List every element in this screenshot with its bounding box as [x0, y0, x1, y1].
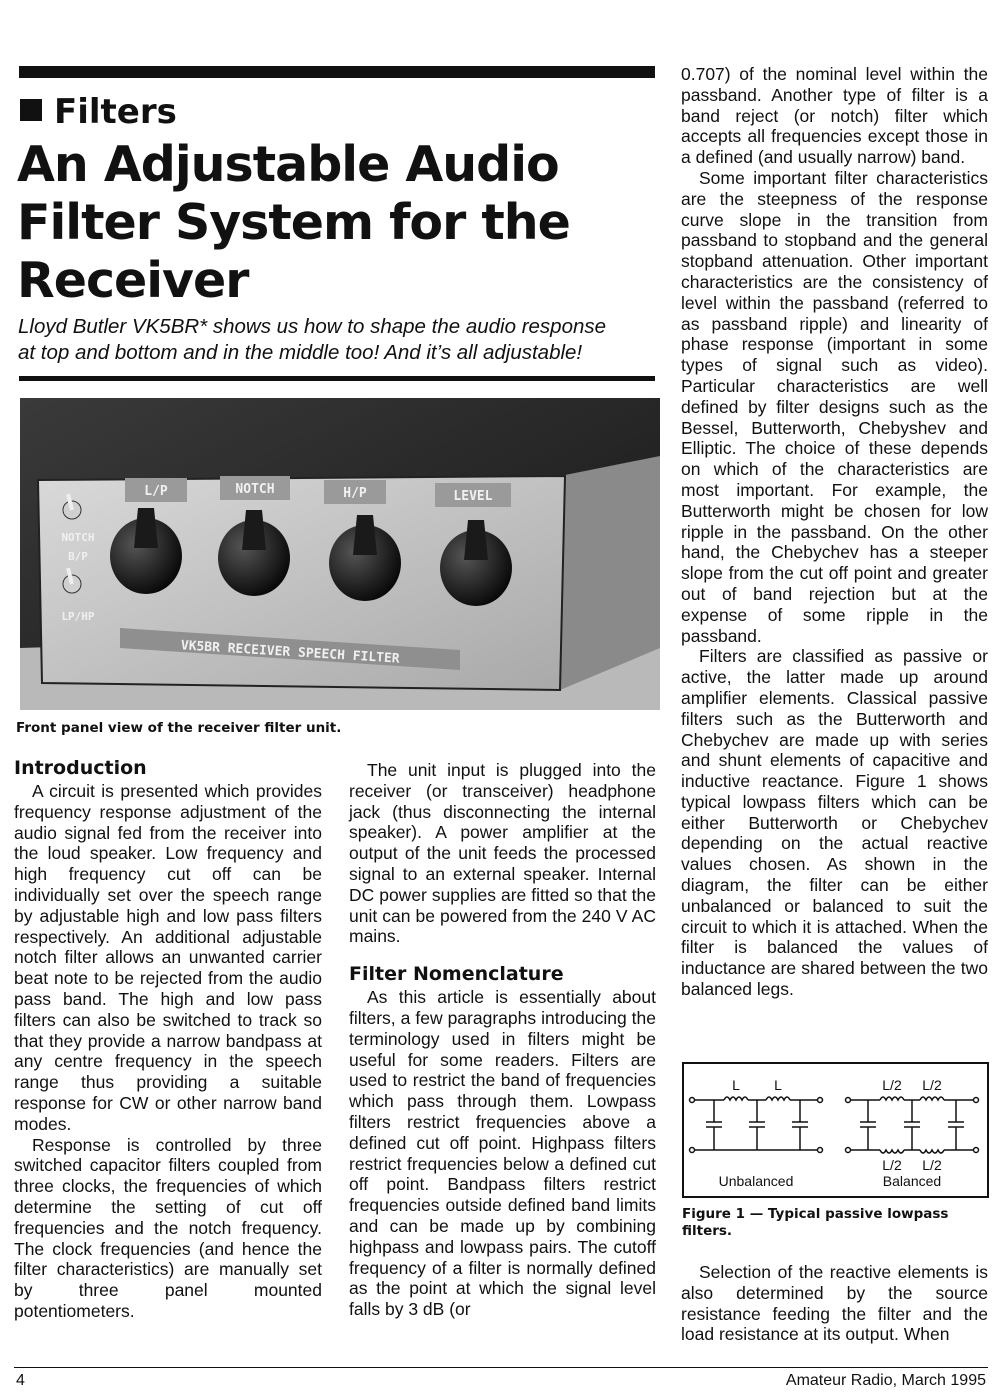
article-title — [17, 136, 657, 310]
paragraph: Response is controlled by three switched capacitor filters coupled from three clocks, the frequencies of which determine the setting of cut off frequencies and the notch frequency. The clock frequencies (and hence the filter characteristics) are manually set by three panel mounted potentiometers. — [14, 1134, 322, 1321]
title-line: An Adjustable Audio — [17, 136, 559, 193]
paragraph: The unit input is plugged into the receiver (or transceiver) headphone jack (thus disconnecting the internal speaker). A power amplifier at the output of the unit feeds the processed signal to an external speaker. Internal DC power supplies are fitted so that the unit can be powered from the 240 V AC mains. — [349, 760, 656, 947]
panel-strip-text: VK5BR RECEIVER SPEECH FILTER — [180, 638, 401, 667]
standfirst — [18, 314, 658, 366]
square-bullet-icon — [20, 99, 42, 121]
heading-introduction: Introduction — [14, 757, 147, 779]
panel-label-lp: L/P — [144, 484, 168, 499]
panel-label-hp: H/P — [343, 486, 367, 501]
panel-label-level: LEVEL — [453, 489, 493, 504]
front-panel-photo — [20, 398, 660, 710]
column-2 — [349, 760, 656, 1320]
front-panel-illustration — [20, 398, 660, 710]
title-line: Receiver — [17, 252, 249, 309]
paragraph: A circuit is presented which provides frequency response adjustment of the audio signal fed from the receiver into the loud speaker. Low frequency and high frequency cut off can be individually set over the speech range by adjustable high and low pass filters respectively. An additional adjustable notch filter allows an unwanted carrier beat note to be rejected from the audio pass band. The high and low pass filters can also be switched to track so that they provide a narrow bandpass at any centre frequency in the speech range thus providing a suitable response for CW or other narrow band modes. — [14, 781, 322, 1134]
switch-label-notch: NOTCH — [61, 531, 95, 544]
column-3 — [681, 64, 988, 1000]
column-1 — [14, 757, 322, 1322]
photo-caption: Front panel view of the receiver filter unit. — [16, 720, 342, 736]
heading-filter-nomenclature: Filter Nomenclature — [349, 963, 564, 986]
paragraph: Some important filter characteristics are the steepness of the response curve slope in the transition from passband to stopband and the general stopband attenuation. Other important characteristics are the consistency of level within the passband (referred to as passband ripple) and linearity of phase response (important in some types of signal such as video). Particular characteristics are well defined by filter designs such as the Bessel, Butterworth, Chebyshev and Elliptic. The choice of these depends on which of the characteristics are most important. For example, the Butterworth might be chosen for low ripple in the passband. On the other hand, the Chebychev has a steeper slope from the cut off point and greater out of band rejection but at the expense of some ripple in the passband. — [681, 167, 988, 646]
label-balanced: Balanced — [882, 1173, 942, 1189]
figure-caption: Figure 1 — Typical passive lowpass filters. — [682, 1206, 949, 1239]
paragraph: 0.707) of the nominal level within the passband. Another type of filter is a band reject (or notch) filter which accepts all frequencies except those in a defined (and usually narrow) band. — [681, 64, 988, 168]
label-L-half: L/2 — [882, 1077, 902, 1093]
page-number: 4 — [16, 1372, 25, 1389]
section-label: Filters — [20, 92, 177, 132]
column-3-continued — [681, 1262, 988, 1345]
label-L: L — [732, 1077, 740, 1093]
label-L-half: L/2 — [922, 1077, 942, 1093]
label-unbalanced: Unbalanced — [718, 1173, 794, 1189]
label-L-half: L/2 — [882, 1157, 902, 1173]
paragraph: Selection of the reactive elements is also determined by the source resistance feeding the filter and the load resistance at its output. When — [681, 1262, 988, 1345]
switch-label-lphp: LP/HP — [61, 610, 95, 623]
top-rule — [19, 66, 655, 78]
lowpass-filter-schematic — [684, 1064, 987, 1196]
panel-label-notch: NOTCH — [235, 482, 275, 497]
figure-1-diagram — [682, 1062, 989, 1198]
paragraph: Filters are classified as passive or active, the latter made up around amplifier elements. Classical passive filters such as the Butterworth and Chebychev are made up with series and shunt elements of capacitive and inductive reactance. Figure 1 shows typical lowpass filters which can be either Butterworth or Chebychev depending on the actual reactive values chosen. As shown in the diagram, the filter can be either unbalanced or balanced to suit the circuit to which it is attached. When the filter is balanced the values of inductance are shared between the two balanced legs. — [681, 646, 988, 1000]
header-rule — [19, 376, 655, 381]
label-L: L — [774, 1077, 782, 1093]
title-line: Filter System for the — [17, 194, 570, 251]
label-L-half: L/2 — [922, 1157, 942, 1173]
publication-info: Amateur Radio, March 1995 — [785, 1372, 986, 1389]
standfirst-line: at top and bottom and in the middle too! And it’s all adjustable! — [18, 341, 583, 364]
standfirst-line: Lloyd Butler VK5BR* shows us how to shape the audio response — [18, 315, 607, 338]
paragraph: As this article is essentially about filters, a few paragraphs introducing the terminology used in filters might be useful for some readers. Filters are used to restrict the band of frequencies which pass through them. Lowpass filters restrict frequencies above a defined cut off point. Highpass filters restrict frequencies below a defined cut off point. Bandpass filters restrict frequencies outside defined band limits and can be made up by combining highpass and lowpass pairs. The cutoff frequency of a filter is normally defined as the point at which the signal level falls by 3 dB (or — [349, 987, 656, 1320]
footer-rule — [14, 1367, 988, 1368]
switch-label-bp: B/P — [68, 550, 88, 563]
